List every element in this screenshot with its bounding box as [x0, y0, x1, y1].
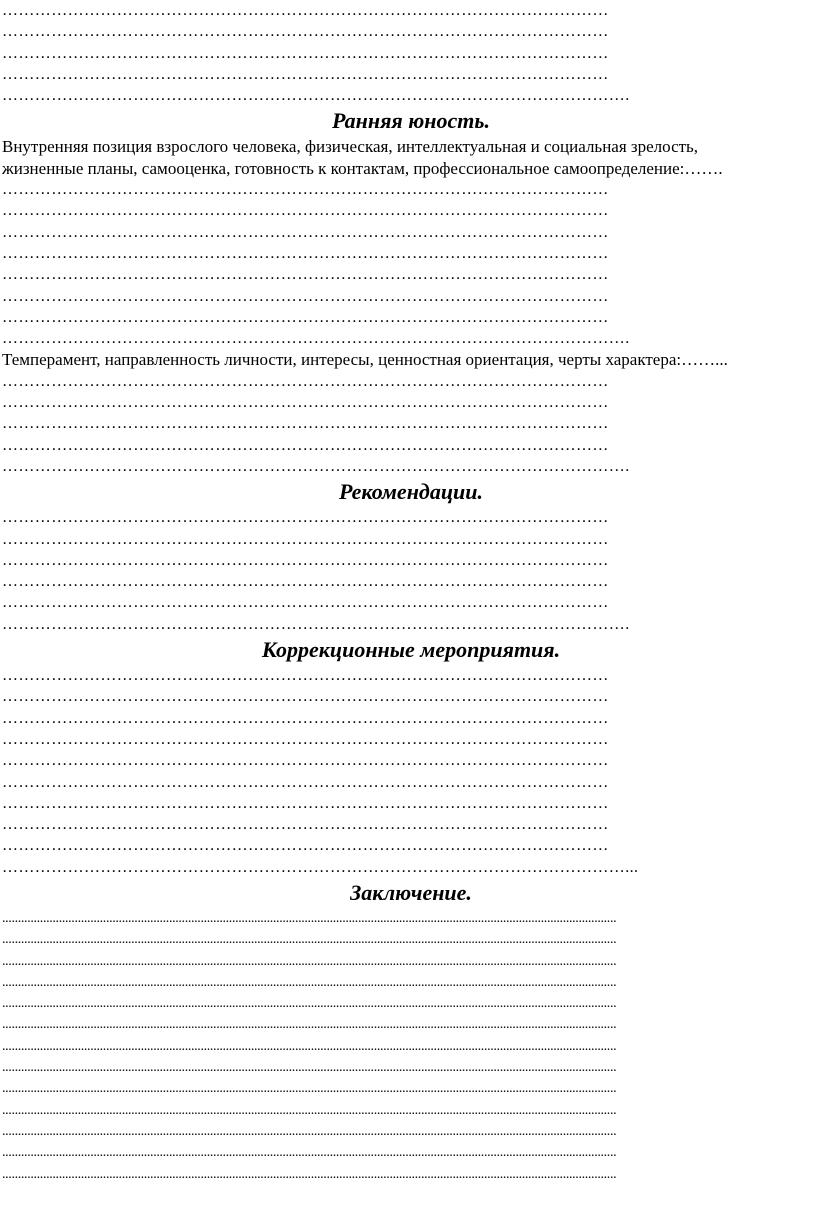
fill-in-line[interactable]: ……………………………………………………………………………………………………. — [2, 457, 630, 475]
fill-in-line[interactable]: ................................................................................................................................................................................................... — [2, 1166, 617, 1182]
fill-in-line[interactable]: ................................................................................................................................................................................................... — [2, 1038, 617, 1054]
fill-in-line[interactable]: ……………………………………………………………………………………………………... — [2, 858, 639, 876]
fill-in-line[interactable]: ………………………………………………………………………………………………… — [2, 730, 609, 748]
section-heading: Заключение. — [350, 879, 472, 905]
fill-in-line[interactable]: ………………………………………………………………………………………………… — [2, 667, 609, 685]
fill-in-line[interactable]: ................................................................................................................................................................................................... — [2, 996, 617, 1012]
fill-in-line[interactable]: ................................................................................................................................................................................................... — [2, 910, 617, 926]
prompt-text: Внутренняя позиция взрослого человека, физическая, интеллектуальная и социальная зрелость, — [2, 137, 699, 157]
fill-in-line[interactable]: ………………………………………………………………………………………………… — [2, 573, 609, 591]
fill-in-line[interactable]: ………………………………………………………………………………………………… — [2, 23, 609, 41]
fill-in-line[interactable]: ………………………………………………………………………………………………… — [2, 394, 609, 412]
fill-in-line[interactable]: ………………………………………………………………………………………………… — [2, 44, 609, 62]
fill-in-line[interactable]: ………………………………………………………………………………………………… — [2, 773, 609, 791]
fill-in-line[interactable]: ………………………………………………………………………………………………… — [2, 202, 609, 220]
fill-in-line[interactable]: ………………………………………………………………………………………………… — [2, 436, 609, 454]
fill-in-line[interactable]: ………………………………………………………………………………………………… — [2, 266, 609, 284]
fill-in-line[interactable]: ………………………………………………………………………………………………… — [2, 244, 609, 262]
fill-in-line[interactable]: ................................................................................................................................................................................................... — [2, 1060, 617, 1076]
fill-in-line[interactable]: ................................................................................................................................................................................................... — [2, 953, 617, 969]
fill-in-line[interactable]: ................................................................................................................................................................................................... — [2, 1123, 617, 1139]
fill-in-line[interactable]: ……………………………………………………………………………………………………. — [2, 87, 630, 105]
fill-in-line[interactable]: ………………………………………………………………………………………………… — [2, 530, 609, 548]
fill-in-line[interactable]: ………………………………………………………………………………………………… — [2, 837, 609, 855]
fill-in-line[interactable]: ………………………………………………………………………………………………… — [2, 794, 609, 812]
fill-in-line[interactable]: ………………………………………………………………………………………………… — [2, 752, 609, 770]
fill-in-line[interactable]: ................................................................................................................................................................................................... — [2, 1017, 617, 1033]
section-heading: Рекомендации. — [338, 479, 484, 505]
fill-in-line[interactable]: ……………………………………………………………………………………………………. — [2, 330, 630, 348]
fill-in-line[interactable]: ………………………………………………………………………………………………… — [2, 2, 609, 19]
fill-in-line[interactable]: ………………………………………………………………………………………………… — [2, 688, 609, 706]
fill-in-line[interactable]: ………………………………………………………………………………………………… — [2, 709, 609, 727]
fill-in-line[interactable]: ………………………………………………………………………………………………… — [2, 287, 609, 305]
fill-in-line[interactable]: ................................................................................................................................................................................................... — [2, 974, 617, 990]
fill-in-line[interactable]: ………………………………………………………………………………………………… — [2, 65, 609, 83]
prompt-text: Темперамент, направленность личности, интересы, ценностная ориентация, черты характера:……... — [2, 350, 728, 370]
fill-in-line[interactable]: ………………………………………………………………………………………………… — [2, 594, 609, 612]
fill-in-line[interactable]: ................................................................................................................................................................................................... — [2, 1102, 617, 1118]
fill-in-line[interactable]: ………………………………………………………………………………………………… — [2, 308, 609, 326]
fill-in-line[interactable]: ……………………………………………………………………………………………………. — [2, 615, 630, 633]
section-heading: Ранняя юность. — [332, 108, 490, 134]
fill-in-line[interactable]: ................................................................................................................................................................................................... — [2, 1081, 617, 1097]
fill-in-line[interactable]: ………………………………………………………………………………………………… — [2, 509, 609, 527]
fill-in-line[interactable]: ………………………………………………………………………………………………… — [2, 816, 609, 834]
fill-in-line[interactable]: ………………………………………………………………………………………………… — [2, 372, 609, 390]
fill-in-line[interactable]: ………………………………………………………………………………………………… — [2, 551, 609, 569]
prompt-text: жизненные планы, самооценка, готовность к контактам, профессиональное самоопределение:……. — [2, 158, 723, 178]
fill-in-line[interactable]: ………………………………………………………………………………………………… — [2, 223, 609, 241]
section-heading: Коррекционные мероприятия. — [261, 637, 561, 663]
fill-in-line[interactable]: ………………………………………………………………………………………………… — [2, 181, 609, 199]
fill-in-line[interactable]: ................................................................................................................................................................................................... — [2, 932, 617, 948]
fill-in-line[interactable]: ………………………………………………………………………………………………… — [2, 415, 609, 433]
fill-in-line[interactable]: ................................................................................................................................................................................................... — [2, 1145, 617, 1161]
